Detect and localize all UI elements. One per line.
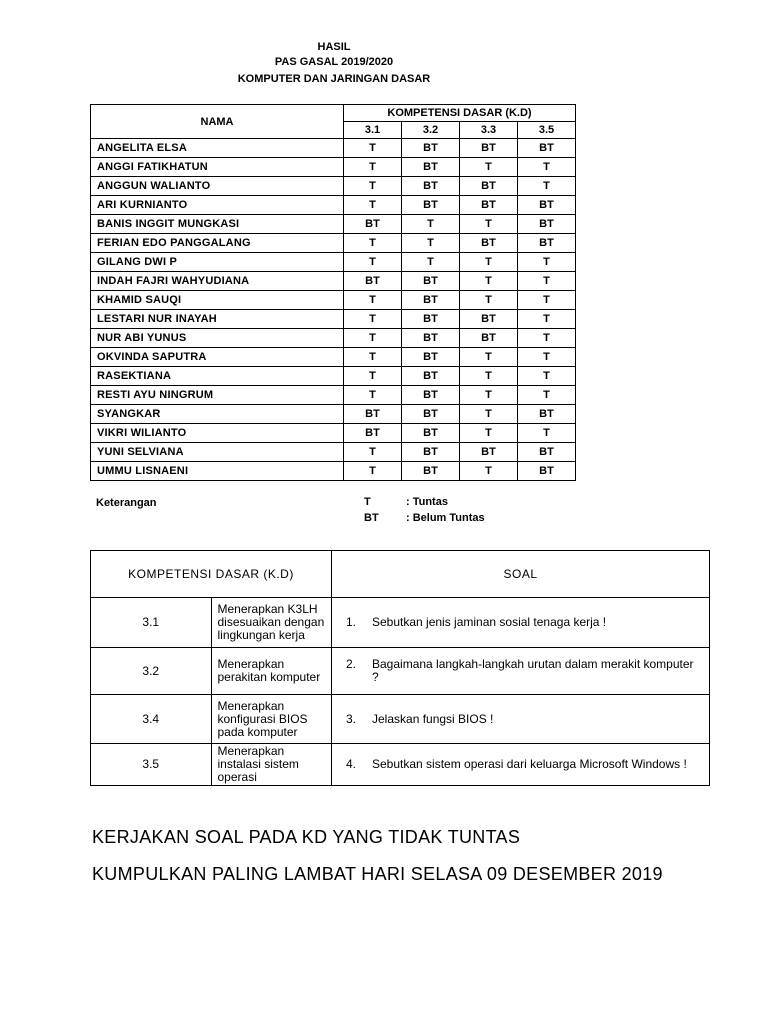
grade-cell: BT	[402, 367, 460, 386]
grade-cell: BT	[402, 329, 460, 348]
grade-cell: BT	[518, 443, 576, 462]
student-row	[91, 462, 576, 481]
kd-row	[91, 648, 710, 695]
grade-cell: T	[402, 215, 460, 234]
kd-column-header: 3.1	[344, 122, 402, 139]
grade-cell: T	[460, 272, 518, 291]
student-name: YUNI SELVIANA	[91, 443, 344, 462]
grade-cell: T	[344, 196, 402, 215]
student-name: RESTI AYU NINGRUM	[91, 386, 344, 405]
question-text: Sebutkan jenis jaminan sosial tenaga kerja !	[372, 615, 607, 629]
legend-title: Keterangan	[96, 497, 157, 509]
grade-cell: T	[518, 272, 576, 291]
student-name: INDAH FAJRI WAHYUDIANA	[91, 272, 344, 291]
question-text: Bagaimana langkah-langkah urutan dalam merakit komputer ?	[372, 657, 694, 684]
grade-cell: T	[344, 367, 402, 386]
instruction-line: KERJAKAN SOAL PADA KD YANG TIDAK TUNTAS	[92, 827, 521, 847]
grade-cell: BT	[518, 234, 576, 253]
student-row	[91, 291, 576, 310]
question-text: Sebutkan sistem operasi dari keluarga Microsoft Windows !	[372, 757, 687, 771]
grade-cell: BT	[460, 443, 518, 462]
kd-row	[91, 744, 710, 786]
grade-cell: T	[518, 348, 576, 367]
student-row	[91, 215, 576, 234]
grade-cell: T	[460, 215, 518, 234]
kd-column-header: 3.2	[402, 122, 460, 139]
student-row	[91, 139, 576, 158]
question-number: 3.	[346, 711, 357, 726]
kd-column-header: 3.3	[460, 122, 518, 139]
grade-cell: BT	[460, 310, 518, 329]
grade-cell: T	[518, 367, 576, 386]
grade-cell: BT	[344, 424, 402, 443]
grade-cell: T	[518, 386, 576, 405]
doc-title: HASIL	[317, 41, 351, 53]
student-name: OKVINDA SAPUTRA	[91, 348, 344, 367]
grade-cell: BT	[344, 272, 402, 291]
kd-number: 3.2	[91, 648, 212, 695]
grade-cell: T	[402, 253, 460, 272]
question-cell	[332, 648, 710, 695]
student-row	[91, 196, 576, 215]
question-cell	[332, 695, 710, 744]
grade-cell: BT	[402, 196, 460, 215]
question-number: 2.	[346, 657, 357, 671]
student-row	[91, 234, 576, 253]
grade-cell: BT	[518, 462, 576, 481]
kd-column-header: 3.5	[518, 122, 576, 139]
kd-header: KOMPETENSI DASAR (K.D)	[91, 551, 332, 598]
grade-cell: BT	[402, 405, 460, 424]
grade-cell: T	[518, 424, 576, 443]
legend-code: BT	[364, 512, 379, 524]
legend-item	[364, 512, 485, 524]
grade-cell: T	[344, 177, 402, 196]
grade-cell: T	[344, 253, 402, 272]
grade-cell: T	[518, 253, 576, 272]
grade-cell: BT	[460, 139, 518, 158]
grade-cell: BT	[518, 139, 576, 158]
student-name: UMMU LISNAENI	[91, 462, 344, 481]
student-row	[91, 329, 576, 348]
grade-cell: T	[344, 462, 402, 481]
legend-desc: : Tuntas	[406, 496, 448, 508]
legend-code: T	[364, 496, 371, 508]
grade-cell: T	[344, 291, 402, 310]
grade-cell: BT	[402, 177, 460, 196]
grade-cell: BT	[402, 443, 460, 462]
kd-row	[91, 598, 710, 648]
question-cell	[332, 598, 710, 648]
grade-cell: T	[460, 462, 518, 481]
question-number: 1.	[346, 615, 357, 629]
kd-number: 3.4	[91, 695, 212, 744]
student-row	[91, 253, 576, 272]
grade-cell: T	[344, 386, 402, 405]
student-name: RASEKTIANA	[91, 367, 344, 386]
student-name: BANIS INGGIT MUNGKASI	[91, 215, 344, 234]
grade-cell: BT	[402, 386, 460, 405]
grade-cell: BT	[518, 215, 576, 234]
grade-cell: BT	[402, 139, 460, 158]
student-name: LESTARI NUR INAYAH	[91, 310, 344, 329]
grade-cell: T	[344, 139, 402, 158]
grade-cell: T	[518, 158, 576, 177]
grade-cell: T	[518, 329, 576, 348]
grade-cell: BT	[460, 177, 518, 196]
grade-cell: BT	[460, 329, 518, 348]
grade-cell: T	[344, 234, 402, 253]
grade-cell: BT	[518, 405, 576, 424]
student-row	[91, 272, 576, 291]
grade-cell: T	[344, 158, 402, 177]
student-name: ANGELITA ELSA	[91, 139, 344, 158]
student-name: KHAMID SAUQI	[91, 291, 344, 310]
student-row	[91, 405, 576, 424]
legend-desc: : Belum Tuntas	[406, 512, 485, 524]
grade-cell: T	[460, 291, 518, 310]
grade-cell: T	[460, 405, 518, 424]
question-cell	[332, 744, 710, 786]
grade-cell: T	[460, 253, 518, 272]
grade-cell: T	[402, 234, 460, 253]
student-name: SYANGKAR	[91, 405, 344, 424]
student-name: ANGGI FATIKHATUN	[91, 158, 344, 177]
student-name: ANGGUN WALIANTO	[91, 177, 344, 196]
grade-cell: T	[344, 443, 402, 462]
kd-number: 3.1	[91, 598, 212, 648]
question-number: 4.	[346, 757, 357, 771]
legend-item	[364, 496, 448, 508]
kd-number: 3.5	[91, 744, 212, 786]
grade-cell: T	[344, 348, 402, 367]
grade-cell: T	[460, 386, 518, 405]
student-row	[91, 348, 576, 367]
grade-cell: BT	[460, 196, 518, 215]
student-row	[91, 177, 576, 196]
kd-row	[91, 695, 710, 744]
grade-cell: BT	[344, 215, 402, 234]
grade-cell: T	[518, 310, 576, 329]
grade-cell: T	[518, 291, 576, 310]
grade-cell: T	[460, 367, 518, 386]
grade-cell: T	[460, 424, 518, 443]
student-name: NUR ABI YUNUS	[91, 329, 344, 348]
grade-cell: T	[460, 348, 518, 367]
grade-cell: BT	[402, 158, 460, 177]
student-row	[91, 443, 576, 462]
grade-cell: BT	[518, 196, 576, 215]
name-column-header: NAMA	[91, 105, 344, 139]
student-row	[91, 158, 576, 177]
question-text: Jelaskan fungsi BIOS !	[372, 711, 494, 726]
kd-group-header: KOMPETENSI DASAR (K.D)	[344, 105, 576, 122]
student-row	[91, 386, 576, 405]
student-row	[91, 367, 576, 386]
grade-cell: BT	[402, 348, 460, 367]
doc-subtitle-subject: KOMPUTER DAN JARINGAN DASAR	[237, 73, 431, 85]
kd-description: Menerapkan K3LH disesuaikan dengan lingkungan kerja	[211, 598, 332, 648]
grade-cell: BT	[402, 291, 460, 310]
student-name: FERIAN EDO PANGGALANG	[91, 234, 344, 253]
student-name: GILANG DWI P	[91, 253, 344, 272]
deadline-line: KUMPULKAN PALING LAMBAT HARI SELASA 09 DESEMBER 2019	[92, 864, 663, 884]
grade-cell: T	[344, 329, 402, 348]
grade-cell: T	[460, 158, 518, 177]
student-row	[91, 424, 576, 443]
student-name: ARI KURNIANTO	[91, 196, 344, 215]
grade-cell: BT	[344, 405, 402, 424]
student-row	[91, 310, 576, 329]
grade-cell: T	[344, 310, 402, 329]
grades-table	[90, 104, 576, 481]
kd-description: Menerapkan konfigurasi BIOS pada komputer	[211, 695, 332, 744]
grade-cell: BT	[402, 424, 460, 443]
kd-description: Menerapkan instalasi sistem operasi	[211, 744, 332, 786]
soal-header: SOAL	[332, 551, 710, 598]
doc-subtitle-semester: PAS GASAL 2019/2020	[274, 56, 394, 68]
grade-cell: BT	[460, 234, 518, 253]
grade-cell: BT	[402, 272, 460, 291]
grade-cell: T	[518, 177, 576, 196]
grade-cell: BT	[402, 462, 460, 481]
grade-cell: BT	[402, 310, 460, 329]
kd-questions-table	[90, 550, 710, 786]
kd-description: Menerapkan perakitan komputer	[211, 648, 332, 695]
student-name: VIKRI WILIANTO	[91, 424, 344, 443]
